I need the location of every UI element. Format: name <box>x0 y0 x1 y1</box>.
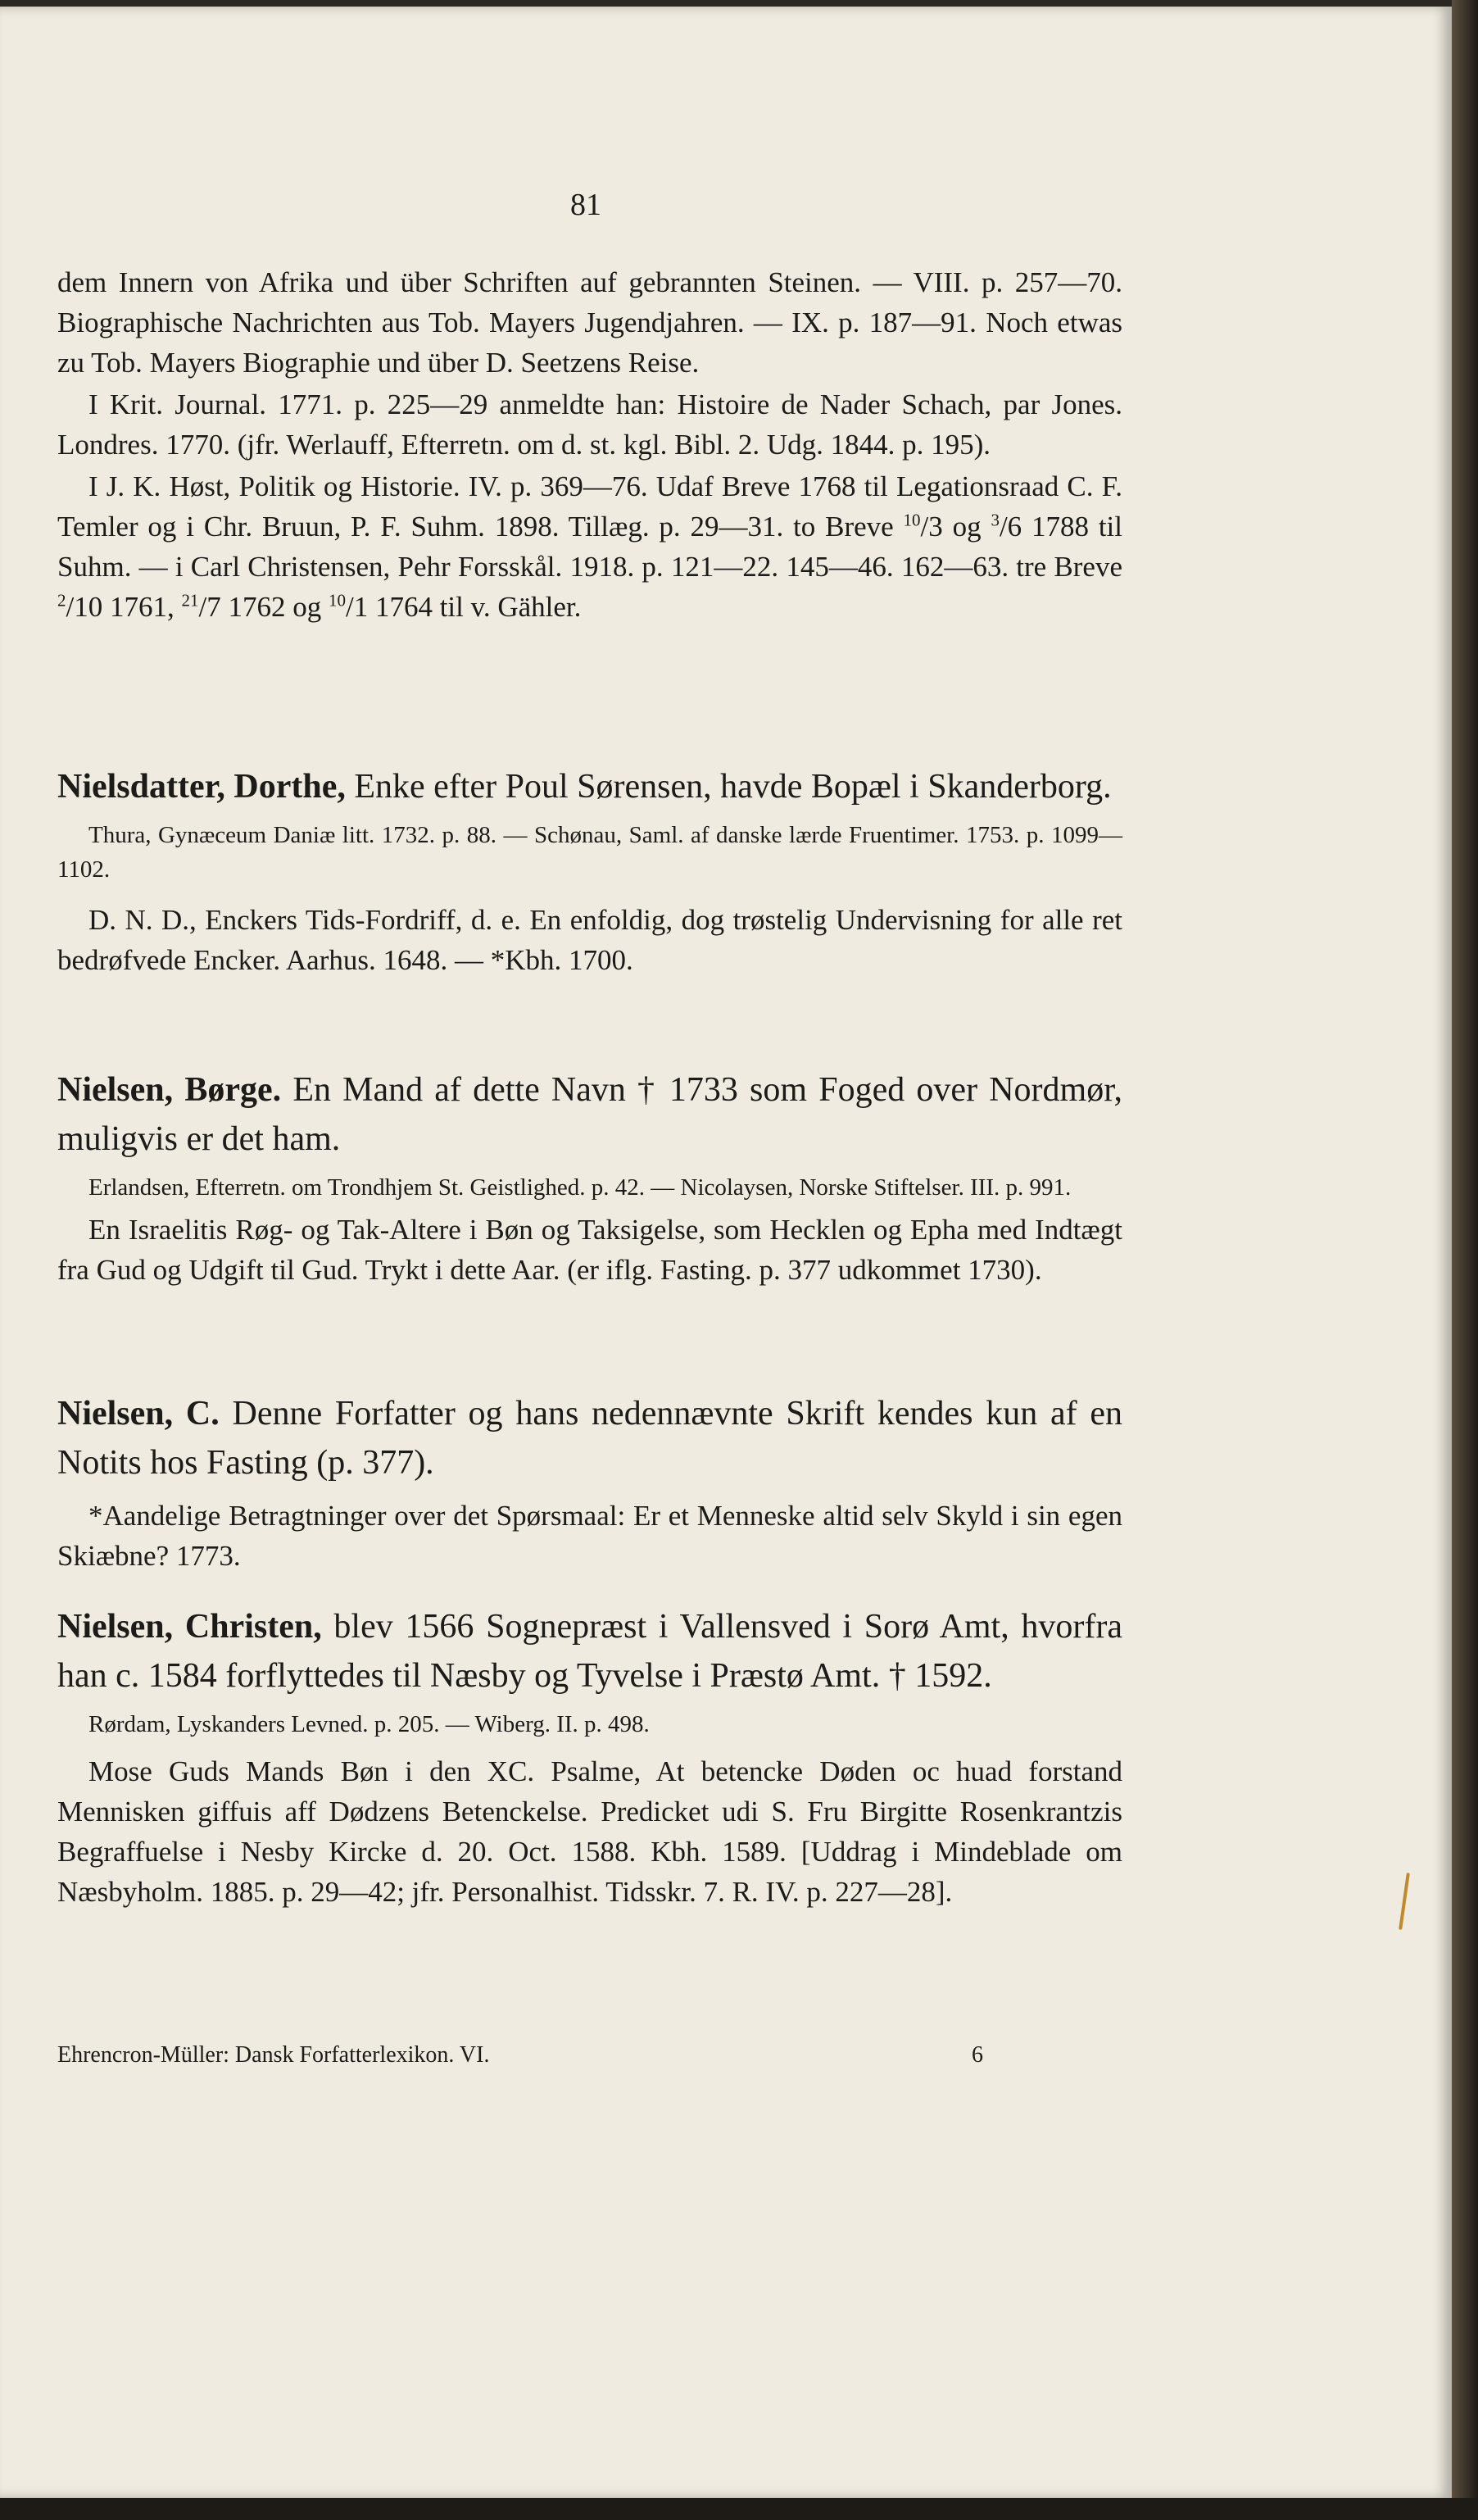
page-edge <box>1452 0 1478 2520</box>
entry-works: D. N. D., Enckers Tids-Fordriff, d. e. En enfoldig, dog trøstelig Undervisning for alle ret bedrøfvede Encker. Aarhus. 1648. — *Kbh. 1700. <box>57 904 1122 976</box>
entry-nielsdatter-dorthe <box>57 762 1122 980</box>
entry-nielsen-borge <box>57 1065 1122 1290</box>
entry-description: blev 1566 Sognepræst i Vallensved i Sorø Amt, hvorfra han c. 1584 forflyttedes til Næsby og Tyvelse i Præstø Amt. † 1592. <box>57 1608 1123 1695</box>
entry-sources: Rørdam, Lyskanders Levned. p. 205. — Wiberg. II. p. 498. <box>88 1711 650 1737</box>
entry-heading <box>57 1389 1122 1487</box>
host-note: I J. K. Høst, Politik og Historie. IV. p. 369—76. Udaf Breve 1768 til Legationsraad C. F. Temler og i Chr. Bruun, P. F. Suhm. 1898. Tillæg. p. 29—31. to Breve $^{10}$/3 og $^3$/6 1788 til Suhm. — i Carl Christensen, Pehr Forsskål. 1918. p. 121—22. 145—46. 162—63. tre Breve $^2$/10 1761, $^{21}$/7 1762 og $^{10}$/1 1764 til v. Gähler. <box>57 470 1123 623</box>
entry-works: En Israelitis Røg- og Tak-Altere i Bøn og Taksigelse, som Hecklen og Epha med Indtægt fra Gud og Udgift til Gud. Trykt i dette Aar. (er iflg. Fasting. p. 377 udkommet 1730). <box>57 1214 1122 1286</box>
entry-heading <box>57 1065 1122 1164</box>
entry-description: Enke efter Poul Sørensen, havde Bopæl i Skanderborg. <box>345 768 1112 806</box>
entry-name: Nielsen, C. <box>57 1395 220 1433</box>
entry-nielsen-c <box>57 1389 1122 1576</box>
signature-mark: 6 <box>972 2042 983 2068</box>
page-footer <box>57 2039 983 2072</box>
entry-description: En Mand af dette Navn † 1733 som Foged over Nordmør, muligvis er det ham. <box>57 1071 1123 1158</box>
entry-name: Nielsen, Christen, <box>57 1608 322 1646</box>
entry-works: *Aandelige Betragtninger over det Spørsmaal: Er et Menneske altid selv Skyld i sin egen Skiæbne? 1773. <box>57 1500 1122 1572</box>
entry-sources: Erlandsen, Efterretn. om Trondhjem St. Geistlighed. p. 42. — Nicolaysen, Norske Stiftelser. III. p. 991. <box>88 1174 1072 1201</box>
entry-name: Nielsen, Børge. <box>57 1071 282 1109</box>
footer-title: Ehrencron-Müller: Dansk Forfatterlexikon. VI. <box>57 2042 490 2068</box>
entry-heading <box>57 1602 1122 1700</box>
continuation-block <box>57 262 1122 627</box>
entry-name: Nielsdatter, Dorthe, <box>57 768 346 806</box>
entry-works: Mose Guds Mands Bøn i den XC. Psalme, At betencke Døden oc huad forstand Mennisken giffuis aff Dødzens Betenckelse. Predicket udi S. Fru Birgitte Rosenkrantzis Begraffuelse i Nesby Kircke d. 20. Oct. 1588. Kbh. 1589. [Uddrag i Mindeblade om Næsbyholm. 1885. p. 29—42; jfr. Personalhist. Tidsskr. 7. R. IV. p. 227—28]. <box>57 1755 1122 1908</box>
entry-sources: Thura, Gynæceum Daniæ litt. 1732. p. 88. — Schønau, Saml. af danske lærde Fruentimer. 1753. p. 1099—1102. <box>57 822 1122 883</box>
entry-nielsen-christen <box>57 1602 1122 1912</box>
krit-journal-note: I Krit. Journal. 1771. p. 225—29 anmeldte han: Histoire de Nader Schach, par Jones. Londres. 1770. (jfr. Werlauff, Efterretn. om d. st. kgl. Bibl. 2. Udg. 1844. p. 195). <box>57 388 1122 461</box>
page-number: 81 <box>570 188 601 222</box>
entry-heading <box>57 762 1122 811</box>
page-bottom-edge <box>0 2498 1478 2520</box>
entry-description: Denne Forfatter og hans nedennævnte Skrift kendes kun af en Notits hos Fasting (p. 377). <box>57 1395 1122 1482</box>
continuation-text: dem Innern von Afrika und über Schriften auf gebrannten Steinen. — VIII. p. 257—70. Biographische Nachrichten aus Tob. Mayers Jugendjahren. — IX. p. 187—91. Noch etwas zu Tob. Mayers Biographie und über D. Seetzens Reise. <box>57 266 1122 379</box>
